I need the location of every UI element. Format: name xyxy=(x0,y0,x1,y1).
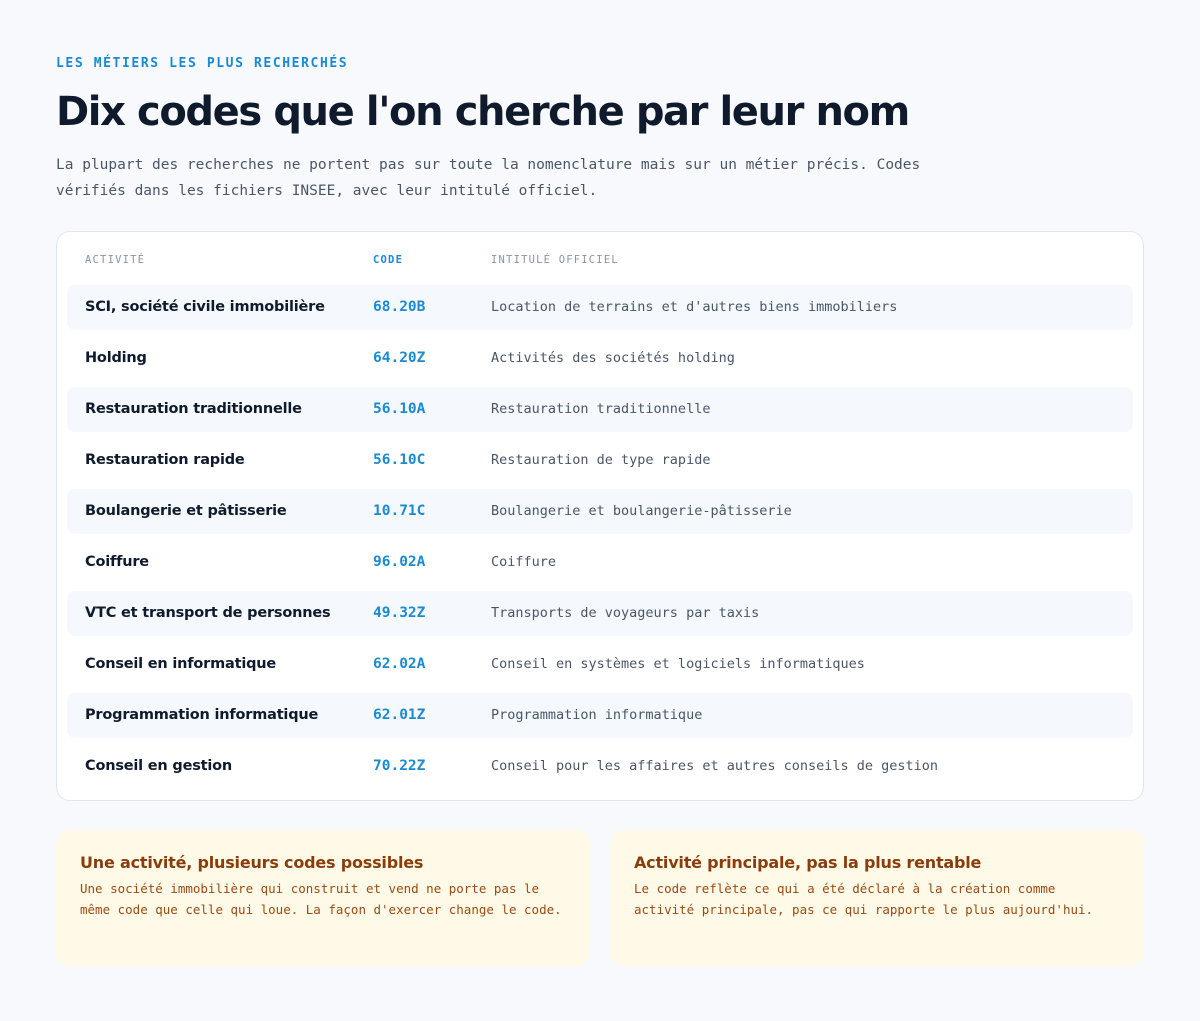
table-row xyxy=(67,591,1133,636)
table-header xyxy=(85,254,1125,270)
table-row xyxy=(67,744,1133,789)
row-label: Activités des sociétés holding xyxy=(491,350,735,366)
table-row xyxy=(67,438,1133,483)
row-activity: Coiffure xyxy=(85,554,149,570)
row-activity: Programmation informatique xyxy=(85,707,319,723)
row-code: 68.20B xyxy=(373,299,426,315)
row-activity: Boulangerie et pâtisserie xyxy=(85,503,287,519)
row-label: Programmation informatique xyxy=(491,707,703,723)
row-activity: Restauration rapide xyxy=(85,452,245,468)
note-title: Une activité, plusieurs codes possibles xyxy=(80,853,424,872)
table-row xyxy=(67,642,1133,687)
note-title: Activité principale, pas la plus rentable xyxy=(634,853,982,872)
row-label: Conseil pour les affaires et autres conseils de gestion xyxy=(491,758,939,774)
row-code: 62.01Z xyxy=(373,707,426,723)
row-label: Coiffure xyxy=(491,554,557,570)
table-row xyxy=(67,540,1133,585)
table-body xyxy=(67,285,1133,795)
row-activity: Conseil en informatique xyxy=(85,656,277,672)
table-row xyxy=(67,387,1133,432)
lead-paragraph: La plupart des recherches ne portent pas sur toute la nomenclature mais sur un métier précis. Codes vérifiés dans les fichiers INSEE, avec leur intitulé officiel. xyxy=(56,157,921,199)
row-label: Conseil en systèmes et logiciels informatiques xyxy=(491,656,865,672)
row-code: 62.02A xyxy=(373,656,426,672)
row-activity: Conseil en gestion xyxy=(85,758,233,774)
row-code: 70.22Z xyxy=(373,758,426,774)
note-text: Une société immobilière qui construit et vend ne porte pas le même code que celle qui loue. La façon d'exercer change le code. xyxy=(80,881,562,917)
note-card xyxy=(610,830,1144,966)
page-content xyxy=(56,54,1144,917)
column-header-code: CODE xyxy=(373,254,404,266)
row-code: 10.71C xyxy=(373,503,426,519)
codes-table xyxy=(56,231,1144,801)
row-code: 56.10A xyxy=(373,401,426,417)
column-header-activity: ACTIVITÉ xyxy=(85,254,146,266)
table-row xyxy=(67,285,1133,330)
eyebrow: LES MÉTIERS LES PLUS RECHERCHÉS xyxy=(56,56,349,71)
row-activity: VTC et transport de personnes xyxy=(85,605,331,621)
row-code: 96.02A xyxy=(373,554,426,570)
row-activity: Holding xyxy=(85,350,147,366)
notes-section xyxy=(56,830,1144,966)
row-code: 64.20Z xyxy=(373,350,426,366)
note-card xyxy=(56,830,590,966)
column-header-label: INTITULÉ OFFICIEL xyxy=(491,254,619,266)
row-label: Restauration traditionnelle xyxy=(491,401,711,417)
table-row xyxy=(67,693,1133,738)
table-row xyxy=(67,336,1133,381)
row-activity: SCI, société civile immobilière xyxy=(85,299,325,315)
page-title: Dix codes que l'on cherche par leur nom xyxy=(56,89,909,135)
row-label: Location de terrains et d'autres biens immobiliers xyxy=(491,299,898,315)
row-label: Boulangerie et boulangerie-pâtisserie xyxy=(491,503,792,519)
note-text: Le code reflète ce qui a été déclaré à la création comme activité principale, pas ce qui rapporte le plus aujourd'hui. xyxy=(634,881,1094,917)
row-label: Transports de voyageurs par taxis xyxy=(491,605,760,621)
row-code: 56.10C xyxy=(373,452,426,468)
row-label: Restauration de type rapide xyxy=(491,452,711,468)
table-row xyxy=(67,489,1133,534)
row-activity: Restauration traditionnelle xyxy=(85,401,302,417)
row-code: 49.32Z xyxy=(373,605,426,621)
